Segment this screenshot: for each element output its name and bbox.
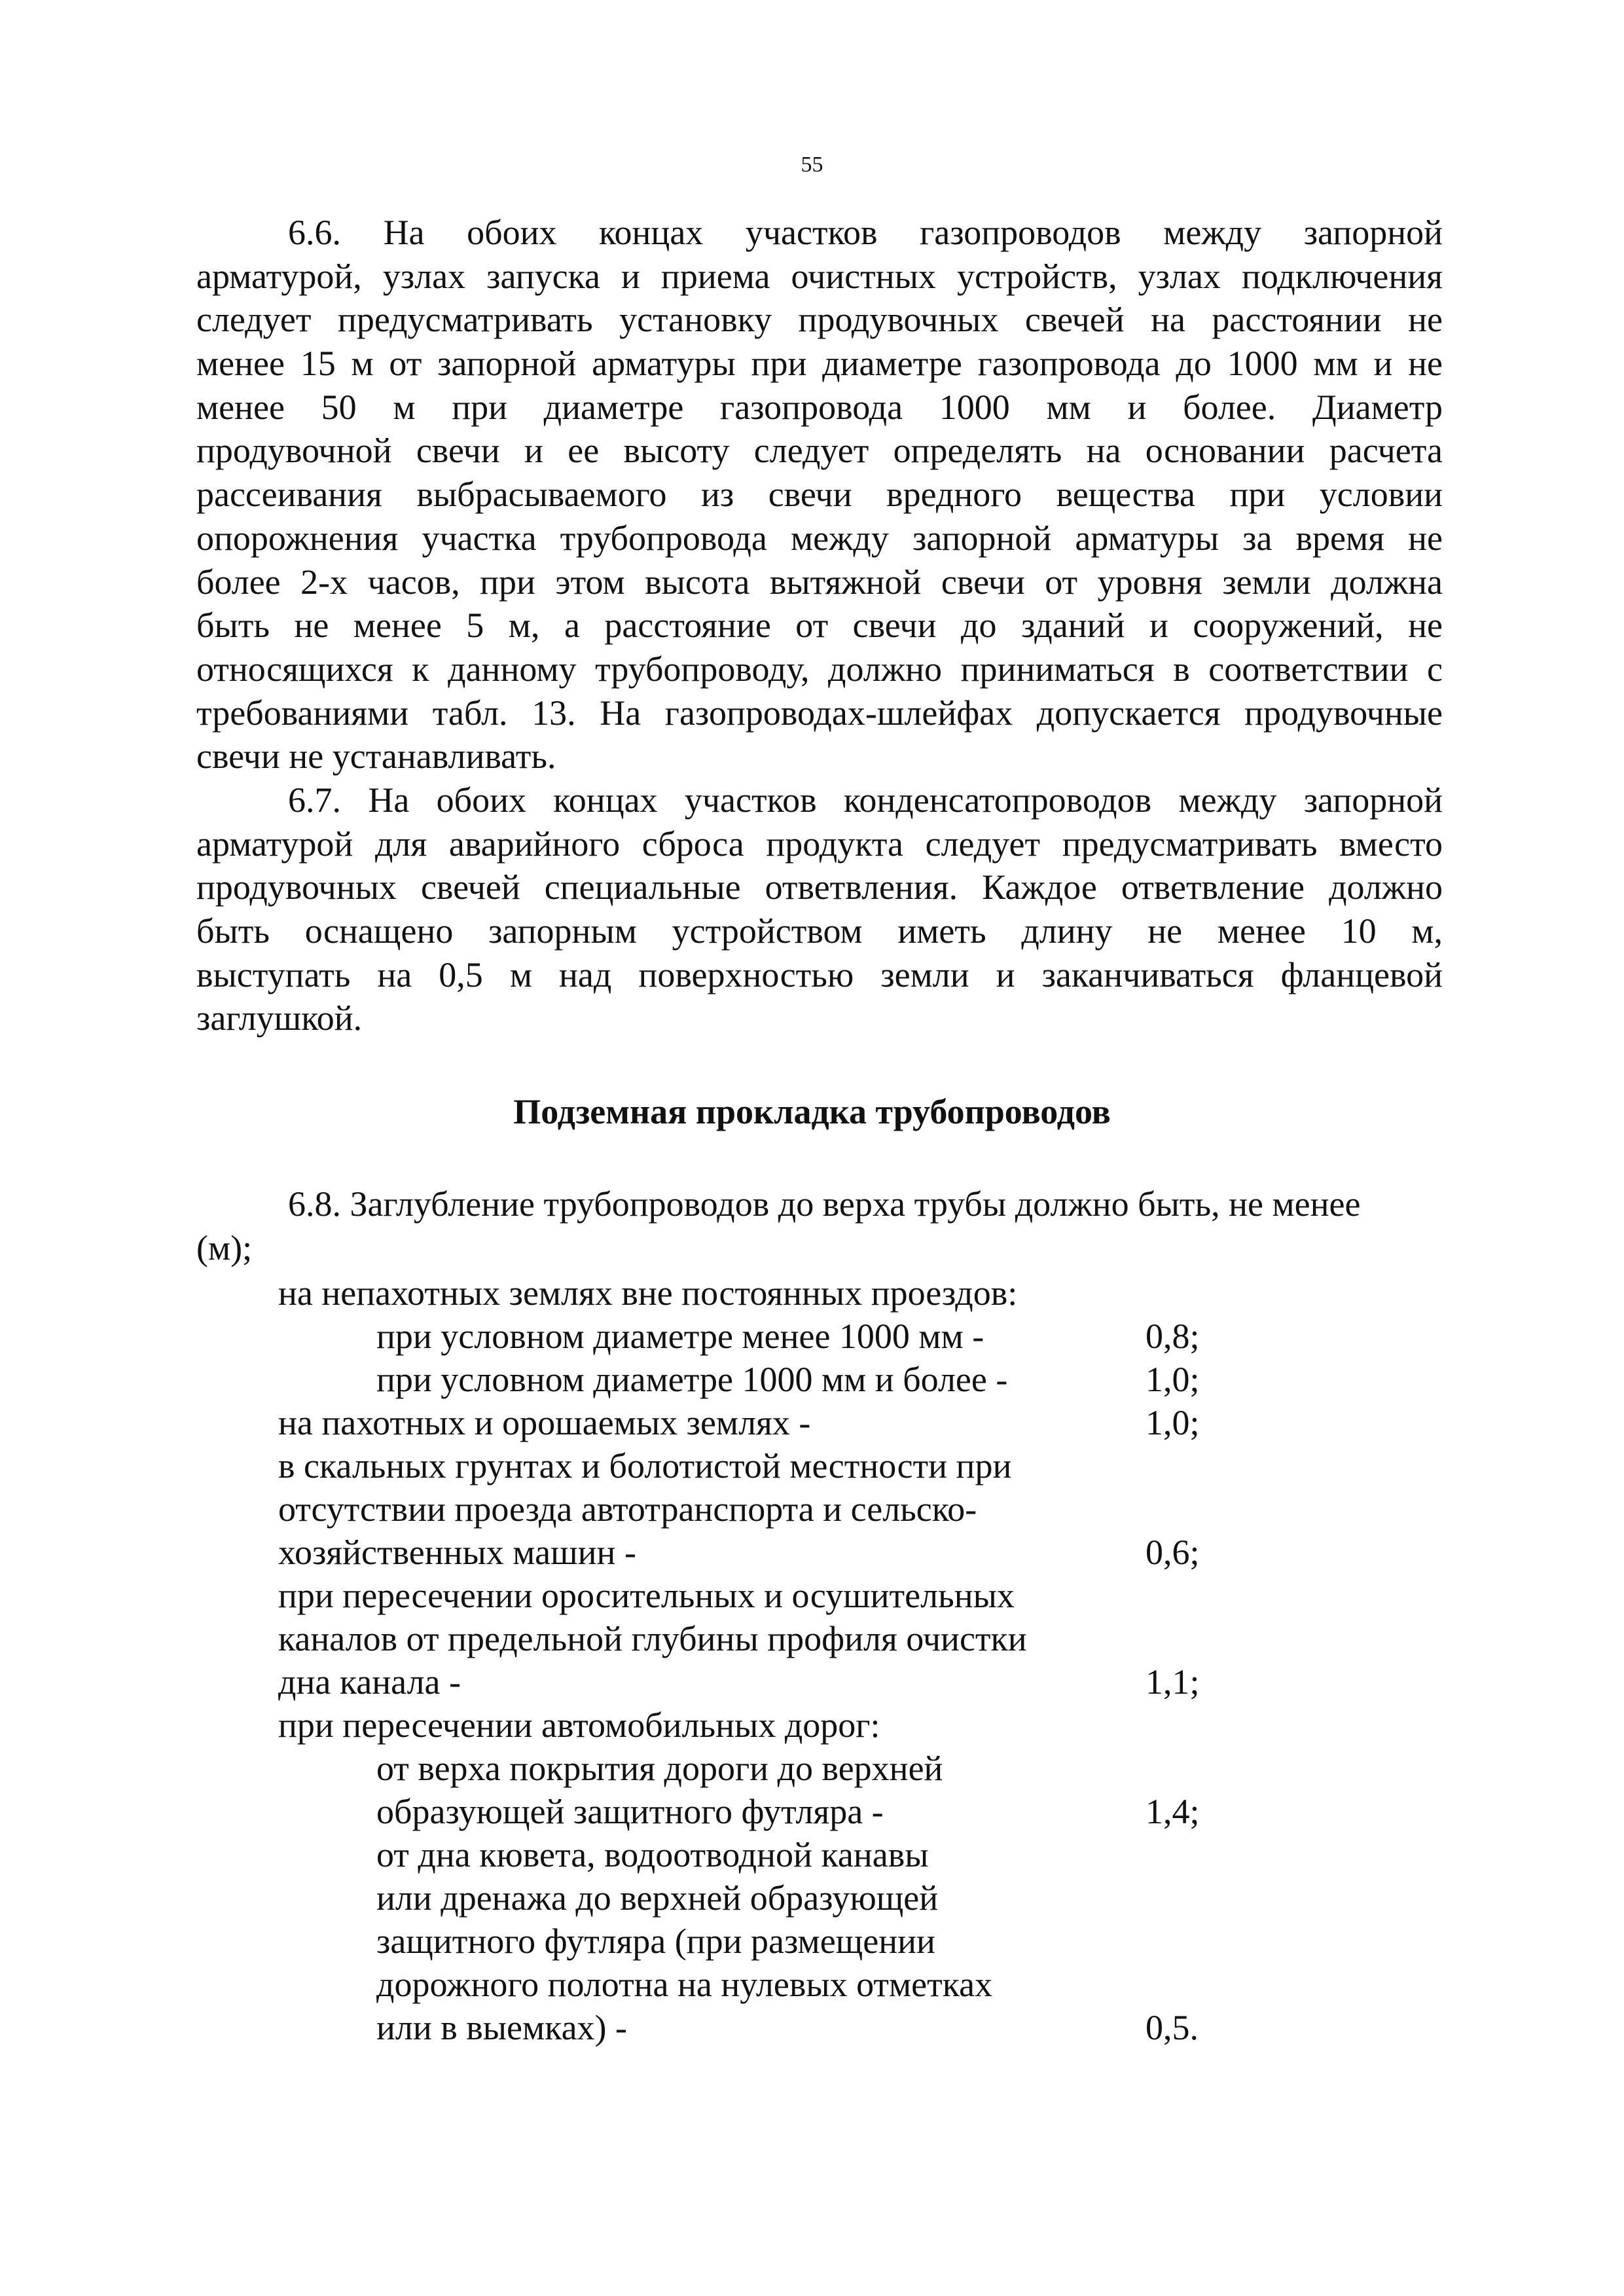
list-value: 1,1; (1146, 1662, 1200, 1702)
text-line: продувочных свечей специальные ответвления. Каждое ответвление должно (196, 867, 1443, 907)
list-item: при условном диаметре менее 1000 мм - (376, 1317, 984, 1356)
list-item: от верха покрытия дороги до верхней (376, 1749, 943, 1788)
section-heading: Подземная прокладка трубопроводов (513, 1092, 1111, 1131)
list-value: 0,5. (1146, 2008, 1199, 2047)
text-line: 6.6. На обоих концах участков газопроводов между запорной (288, 213, 1443, 252)
list-item: от дна кювета, водоотводной канавы (376, 1835, 929, 1874)
text-line: 6.8. Заглубление трубопроводов до верха трубы должно быть, не менее (288, 1184, 1361, 1224)
paragraph-6-6 (196, 211, 1443, 778)
list-item: дна канала - (278, 1662, 461, 1702)
list-item: дорожного полотна на нулевых отметках (376, 1965, 993, 2004)
list-item: каналов от предельной глубины профиля очистки (278, 1619, 1027, 1658)
list-item: при пересечении автомобильных дорог: (278, 1705, 880, 1745)
list-item: на непахотных землях вне постоянных проездов: (278, 1273, 1018, 1313)
list-value: 1,0; (1146, 1360, 1200, 1399)
text-line: следует предусматривать установку продувочных свечей на расстоянии не (196, 300, 1443, 340)
page-number: 55 (801, 153, 823, 177)
text-line: относящихся к данному трубопроводу, должно приниматься в соответствии с (196, 649, 1443, 689)
text-line: продувочной свечи и ее высоту следует определять на основании расчета (196, 431, 1443, 471)
text-line: выступать на 0,5 м над поверхностью земли и заканчиваться фланцевой (196, 955, 1443, 994)
text-line: свечи не устанавливать. (196, 737, 556, 776)
text-line: опорожнения участка трубопровода между запорной арматуры за время не (196, 518, 1443, 558)
list-item: или дренажа до верхней образующей (376, 1878, 939, 1918)
text-line: заглушкой. (196, 998, 363, 1038)
list-value: 0,8; (1146, 1317, 1200, 1356)
list-value: 0,6; (1146, 1533, 1200, 1572)
list-item: защитного футляра (при размещении (376, 1922, 935, 1961)
text-line: более 2-х часов, при этом высота вытяжной свечи от уровня земли должна (196, 562, 1443, 602)
list-item: или в выемках) - (376, 2008, 628, 2047)
list-value: 1,0; (1146, 1403, 1200, 1442)
list-item: в скальных грунтах и болотистой местности при (278, 1446, 1012, 1485)
list-item: хозяйственных машин - (278, 1533, 636, 1572)
text-line: арматурой, узлах запуска и приема очистных устройств, узлах подключения (196, 256, 1443, 296)
list-item: при условном диаметре 1000 мм и более - (376, 1360, 1008, 1399)
text-line: рассеивания выбрасываемого из свечи вредного вещества при условии (196, 475, 1443, 515)
list-item: отсутствии проезда автотранспорта и сельско- (278, 1489, 977, 1529)
paragraph-6-7 (196, 778, 1443, 1040)
text-line: быть не менее 5 м, а расстояние от свечи до зданий и сооружений, не (196, 606, 1443, 646)
text-line: арматурой для аварийного сброса продукта следует предусматривать вместо (196, 824, 1443, 864)
text-line: быть оснащено запорным устройством иметь длину не менее 10 м, (196, 911, 1443, 951)
text-line: требованиями табл. 13. На газопроводах-шлейфах допускается продувочные (196, 693, 1443, 733)
text-line: 6.7. На обоих концах участков конденсатопроводов между запорной (288, 780, 1443, 820)
text-line: менее 50 м при диаметре газопровода 1000 мм и более. Диаметр (196, 387, 1443, 427)
list-item: на пахотных и орошаемых землях - (278, 1403, 811, 1442)
text-line: менее 15 м от запорной арматуры при диаметре газопровода до 1000 мм и не (196, 344, 1443, 384)
paragraph-6-8 (196, 1182, 1443, 1269)
list-item: образующей защитного футляра - (376, 1792, 884, 1831)
text-line: (м); (196, 1228, 253, 1267)
list-item: при пересечении оросительных и осушительных (278, 1576, 1015, 1615)
list-value: 1,4; (1146, 1792, 1200, 1831)
